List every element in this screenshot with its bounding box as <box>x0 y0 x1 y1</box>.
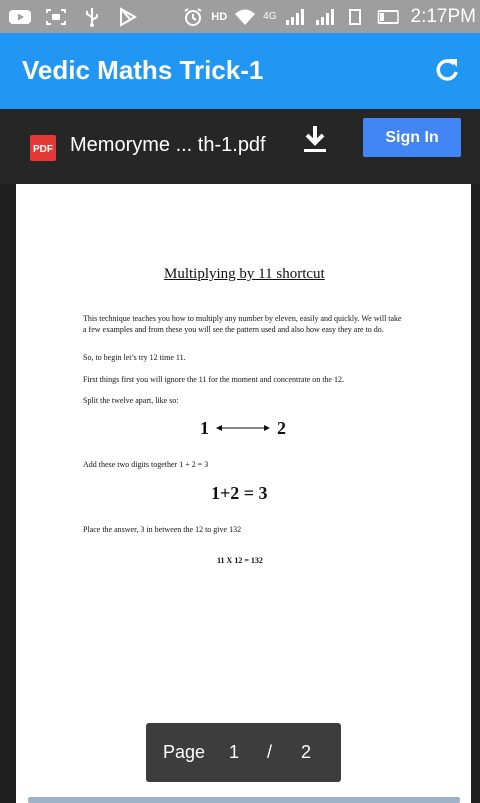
paragraph-add: Add these two digits together 1 + 2 = 3 <box>83 460 209 469</box>
paragraph-split: Split the twelve apart, like so: <box>83 396 179 405</box>
app-bar <box>0 33 480 109</box>
status-time: 2:17PM <box>410 6 476 27</box>
alarm-icon <box>181 7 205 27</box>
paragraph-intro: This technique teaches you how to multiply any number by eleven, easily and quickly. We will take a few examples and from these you will see the pattern used and also how easy they are to do. <box>83 314 402 334</box>
pdf-filename: Memoryme ... th-1.pdf <box>70 134 266 156</box>
paragraph-begin: So, to begin let’s try 12 time 11. <box>83 353 186 362</box>
wifi-icon <box>233 7 257 27</box>
screenshot-icon <box>44 7 68 27</box>
youtube-icon <box>8 7 32 27</box>
paragraph-ignore: First things first you will ignore the 11 for the moment and concentrate on the 12. <box>83 375 344 384</box>
page-separator: / <box>267 742 273 762</box>
refresh-icon[interactable] <box>432 55 462 85</box>
battery-icon <box>373 7 405 27</box>
signal-icon <box>313 7 337 27</box>
equation-sum: 1+2 = 3 <box>211 483 268 503</box>
page-total: 2 <box>301 742 312 762</box>
app-title: Vedic Maths Trick-1 <box>22 55 264 85</box>
page-current: 1 <box>229 742 240 762</box>
equation-final: 11 X 12 = 132 <box>217 556 263 565</box>
pdf-file-icon <box>30 135 56 161</box>
usb-icon <box>80 7 104 27</box>
next-page-edge <box>28 797 460 803</box>
play-store-icon <box>116 7 140 27</box>
document-title: Multiplying by 11 shortcut <box>164 266 325 282</box>
status-bar <box>0 0 480 33</box>
split-left-digit: 1 <box>200 418 209 438</box>
page-indicator <box>146 723 341 782</box>
network-type-label: 4G <box>263 11 277 22</box>
download-icon[interactable] <box>302 124 328 154</box>
sign-in-button[interactable]: Sign In <box>363 118 461 157</box>
paragraph-place: Place the answer, 3 in between the 12 to give 132 <box>83 525 242 534</box>
hd-label: HD <box>211 11 228 23</box>
pdf-badge-label: PDF <box>33 144 53 155</box>
status-right-icons <box>181 6 476 28</box>
page-label: Page <box>163 742 206 762</box>
sync-icon <box>343 7 367 27</box>
double-arrow-icon <box>216 423 270 433</box>
signal-icon <box>283 7 307 27</box>
status-left-icons <box>8 6 140 28</box>
split-right-digit: 2 <box>277 418 286 438</box>
